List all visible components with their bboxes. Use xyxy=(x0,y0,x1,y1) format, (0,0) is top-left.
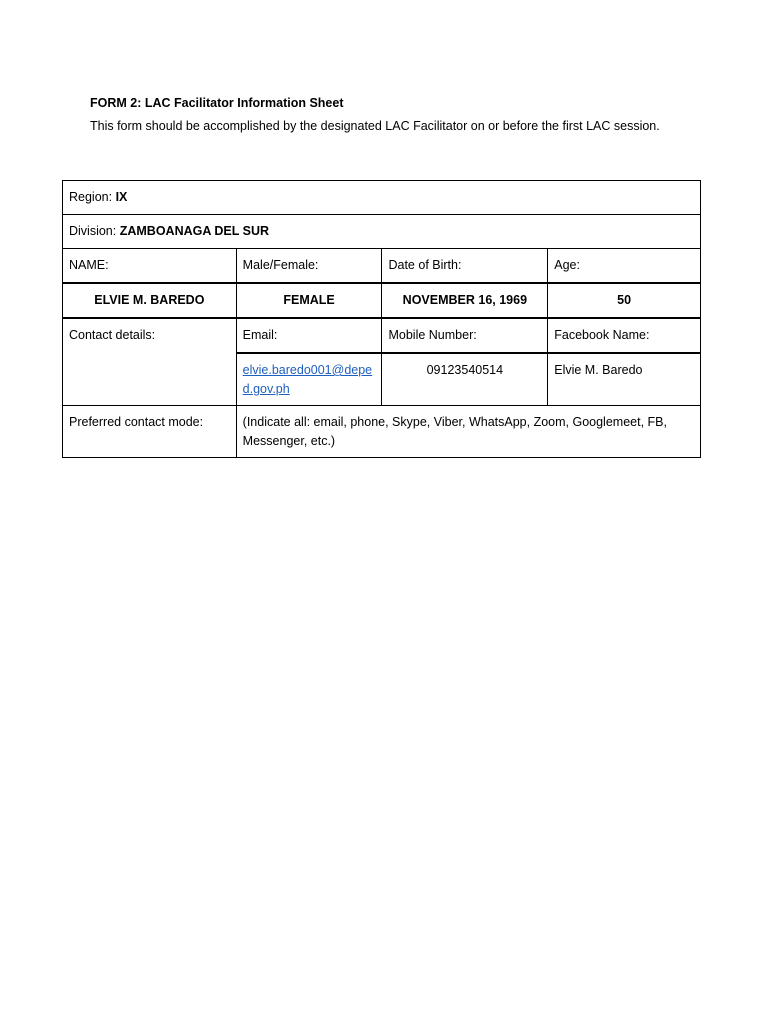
email-cell xyxy=(236,353,382,406)
person-dob: NOVEMBER 16, 1969 xyxy=(382,283,548,318)
email-header: Email: xyxy=(236,318,382,353)
email-link[interactable]: elvie.baredo001@deped.gov.ph xyxy=(242,363,373,396)
region-label: Region: xyxy=(69,190,116,204)
form-title: FORM 2: LAC Facilitator Information Sheet xyxy=(90,96,344,110)
age-header: Age: xyxy=(548,249,701,284)
person-name: ELVIE M. BAREDO xyxy=(63,283,237,318)
division-value: ZAMBOANAGA DEL SUR xyxy=(119,224,270,238)
name-header: NAME: xyxy=(63,249,237,284)
preferred-contact-row xyxy=(63,406,701,458)
form-instructions: This form should be accomplished by the designated LAC Facilitator on or before the first LAC session. xyxy=(90,119,660,133)
header-row xyxy=(63,249,701,284)
division-row xyxy=(63,215,701,249)
mobile-header: Mobile Number: xyxy=(382,318,548,353)
dob-header: Date of Birth: xyxy=(382,249,548,284)
facebook-value: Elvie M. Baredo xyxy=(548,353,701,406)
facilitator-info-table xyxy=(62,180,701,458)
region-cell xyxy=(63,181,701,215)
preferred-contact-label: Preferred contact mode: xyxy=(63,406,237,458)
division-label: Division: xyxy=(69,224,120,238)
region-row xyxy=(63,181,701,215)
person-sex: FEMALE xyxy=(236,283,382,318)
preferred-contact-value: (Indicate all: email, phone, Skype, Viber, WhatsApp, Zoom, Googlemeet, FB, Messenger, etc.) xyxy=(236,406,700,458)
division-cell xyxy=(63,215,701,249)
mobile-value: 09123540514 xyxy=(382,353,548,406)
region-value: IX xyxy=(115,190,128,204)
facebook-header: Facebook Name: xyxy=(548,318,701,353)
person-age: 50 xyxy=(548,283,701,318)
sex-header: Male/Female: xyxy=(236,249,382,284)
contact-details-label: Contact details: xyxy=(63,318,237,406)
contact-header-row xyxy=(63,318,701,353)
person-row xyxy=(63,283,701,318)
